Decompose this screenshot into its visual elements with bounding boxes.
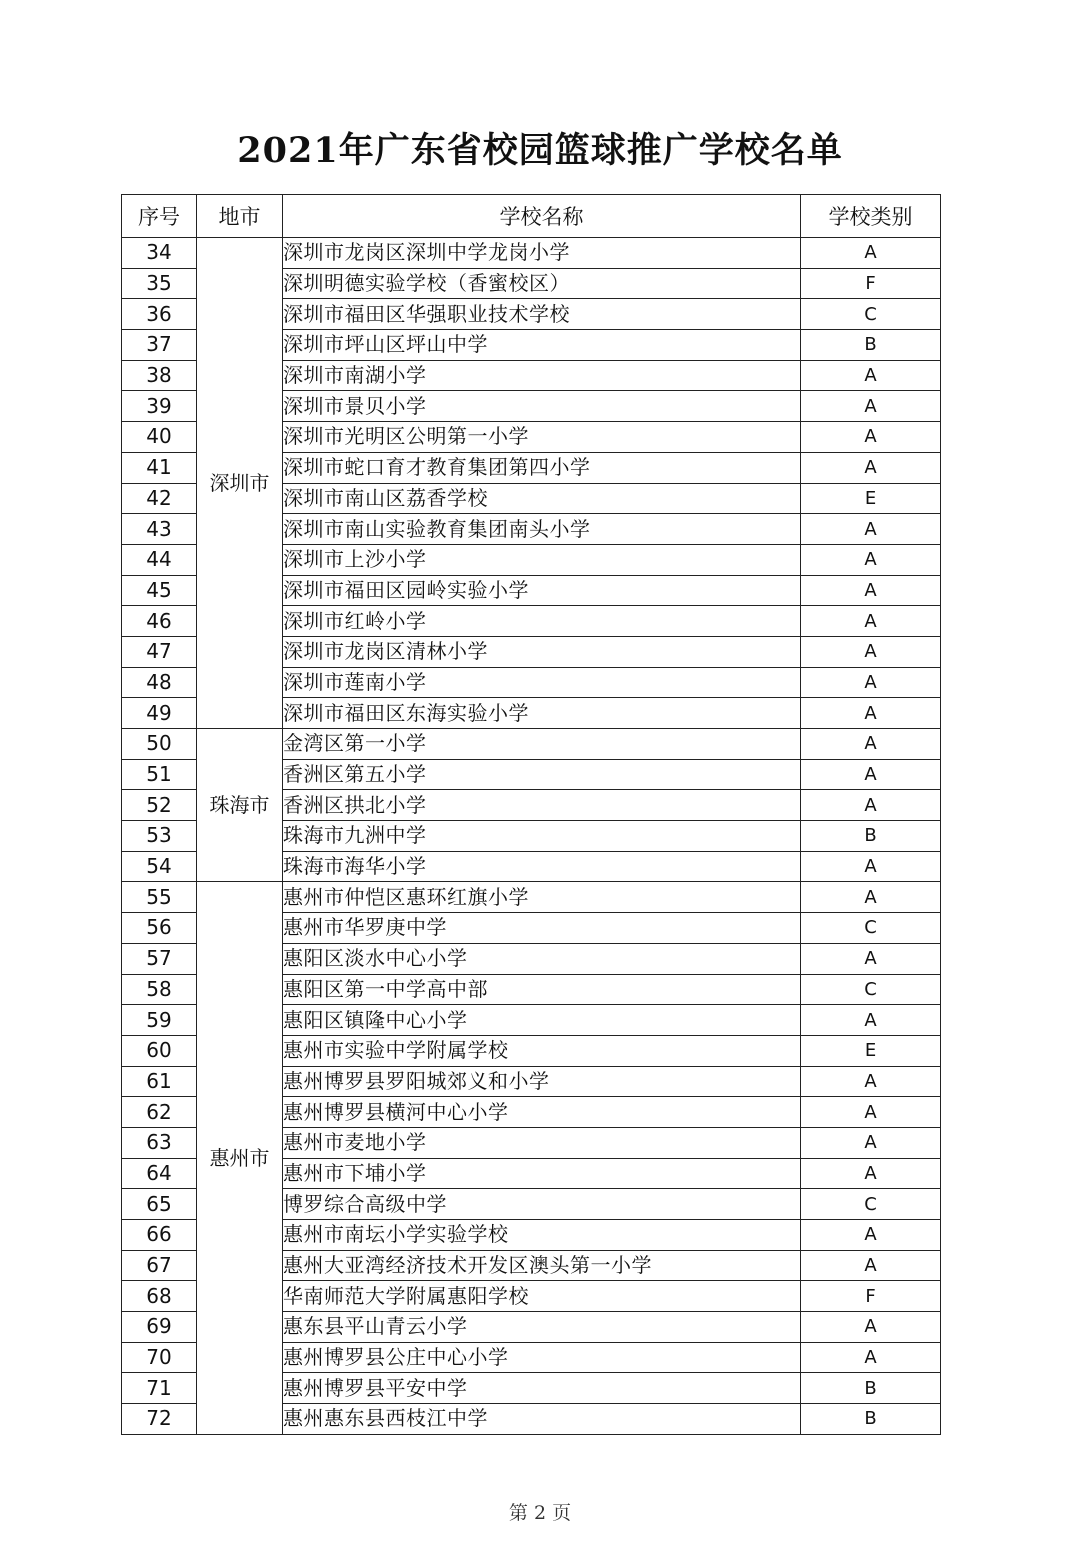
school-category: A xyxy=(801,1342,941,1373)
school-category: F xyxy=(801,1281,941,1312)
school-name: 惠州市华罗庚中学 xyxy=(283,913,801,944)
row-number: 57 xyxy=(122,943,197,974)
school-name: 惠州市南坛小学实验学校 xyxy=(283,1220,801,1251)
row-number: 62 xyxy=(122,1097,197,1128)
school-name: 惠阳区淡水中心小学 xyxy=(283,943,801,974)
school-category: B xyxy=(801,330,941,361)
school-name: 深圳市红岭小学 xyxy=(283,606,801,637)
row-number: 64 xyxy=(122,1158,197,1189)
school-category: A xyxy=(801,729,941,760)
school-category: C xyxy=(801,1189,941,1220)
school-name: 深圳明德实验学校（香蜜校区） xyxy=(283,268,801,299)
school-name: 深圳市龙岗区清林小学 xyxy=(283,636,801,667)
table-body xyxy=(122,238,941,1435)
school-category: A xyxy=(801,851,941,882)
school-category: A xyxy=(801,238,941,269)
row-number: 55 xyxy=(122,882,197,913)
school-name: 惠州市麦地小学 xyxy=(283,1127,801,1158)
row-number: 39 xyxy=(122,391,197,422)
school-category: A xyxy=(801,575,941,606)
school-name: 金湾区第一小学 xyxy=(283,729,801,760)
row-number: 47 xyxy=(122,636,197,667)
row-number: 45 xyxy=(122,575,197,606)
row-number: 71 xyxy=(122,1373,197,1404)
school-table xyxy=(121,194,941,1435)
table-header-row xyxy=(122,195,941,238)
school-category: A xyxy=(801,1066,941,1097)
school-category: A xyxy=(801,360,941,391)
school-name: 香洲区拱北小学 xyxy=(283,790,801,821)
row-number: 72 xyxy=(122,1404,197,1435)
school-name: 惠阳区镇隆中心小学 xyxy=(283,1005,801,1036)
school-name: 深圳市福田区东海实验小学 xyxy=(283,698,801,729)
school-name: 香洲区第五小学 xyxy=(283,759,801,790)
row-number: 46 xyxy=(122,606,197,637)
row-number: 43 xyxy=(122,514,197,545)
school-category: A xyxy=(801,1250,941,1281)
school-category: A xyxy=(801,1312,941,1343)
row-number: 38 xyxy=(122,360,197,391)
city-cell: 惠州市 xyxy=(197,882,283,1434)
school-name: 深圳市南山区荔香学校 xyxy=(283,483,801,514)
school-name: 惠州市实验中学附属学校 xyxy=(283,1035,801,1066)
school-category: A xyxy=(801,391,941,422)
school-name: 惠州博罗县公庄中心小学 xyxy=(283,1342,801,1373)
row-number: 61 xyxy=(122,1066,197,1097)
school-category: A xyxy=(801,1220,941,1251)
school-category: C xyxy=(801,974,941,1005)
school-category: F xyxy=(801,268,941,299)
school-category: A xyxy=(801,422,941,453)
row-number: 42 xyxy=(122,483,197,514)
school-category: A xyxy=(801,1158,941,1189)
row-number: 68 xyxy=(122,1281,197,1312)
row-number: 60 xyxy=(122,1035,197,1066)
school-name: 深圳市南湖小学 xyxy=(283,360,801,391)
city-cell: 深圳市 xyxy=(197,238,283,729)
table-row xyxy=(122,729,941,760)
row-number: 70 xyxy=(122,1342,197,1373)
school-category: A xyxy=(801,943,941,974)
school-name: 深圳市福田区华强职业技术学校 xyxy=(283,299,801,330)
school-category: A xyxy=(801,882,941,913)
row-number: 54 xyxy=(122,851,197,882)
school-name: 惠州惠东县西枝江中学 xyxy=(283,1404,801,1435)
school-name: 深圳市坪山区坪山中学 xyxy=(283,330,801,361)
header-school-category: 学校类别 xyxy=(801,195,941,238)
school-name: 深圳市南山实验教育集团南头小学 xyxy=(283,514,801,545)
school-category: A xyxy=(801,1127,941,1158)
header-number: 序号 xyxy=(122,195,197,238)
row-number: 48 xyxy=(122,667,197,698)
school-category: B xyxy=(801,1373,941,1404)
city-cell: 珠海市 xyxy=(197,729,283,882)
row-number: 66 xyxy=(122,1220,197,1251)
school-category: A xyxy=(801,667,941,698)
school-name: 深圳市景贝小学 xyxy=(283,391,801,422)
school-category: E xyxy=(801,1035,941,1066)
school-name: 惠州博罗县横河中心小学 xyxy=(283,1097,801,1128)
row-number: 59 xyxy=(122,1005,197,1036)
school-category: A xyxy=(801,759,941,790)
school-category: A xyxy=(801,514,941,545)
row-number: 41 xyxy=(122,452,197,483)
row-number: 63 xyxy=(122,1127,197,1158)
row-number: 52 xyxy=(122,790,197,821)
row-number: 69 xyxy=(122,1312,197,1343)
row-number: 49 xyxy=(122,698,197,729)
row-number: 37 xyxy=(122,330,197,361)
school-name: 深圳市莲南小学 xyxy=(283,667,801,698)
row-number: 36 xyxy=(122,299,197,330)
row-number: 51 xyxy=(122,759,197,790)
row-number: 58 xyxy=(122,974,197,1005)
school-category: A xyxy=(801,1097,941,1128)
school-name: 惠州市仲恺区惠环红旗小学 xyxy=(283,882,801,913)
school-category: A xyxy=(801,606,941,637)
table-row xyxy=(122,238,941,269)
school-name: 惠州博罗县罗阳城郊义和小学 xyxy=(283,1066,801,1097)
school-category: E xyxy=(801,483,941,514)
school-name: 惠州大亚湾经济技术开发区澳头第一小学 xyxy=(283,1250,801,1281)
school-name: 深圳市蛇口育才教育集团第四小学 xyxy=(283,452,801,483)
page-title: 2021年广东省校园篮球推广学校名单 xyxy=(237,130,843,172)
school-name: 深圳市光明区公明第一小学 xyxy=(283,422,801,453)
school-name: 深圳市龙岗区深圳中学龙岗小学 xyxy=(283,238,801,269)
school-category: B xyxy=(801,821,941,852)
row-number: 53 xyxy=(122,821,197,852)
row-number: 67 xyxy=(122,1250,197,1281)
school-category: A xyxy=(801,636,941,667)
school-category: A xyxy=(801,452,941,483)
school-category: C xyxy=(801,299,941,330)
row-number: 35 xyxy=(122,268,197,299)
school-category: C xyxy=(801,913,941,944)
school-name: 深圳市上沙小学 xyxy=(283,544,801,575)
row-number: 44 xyxy=(122,544,197,575)
school-name: 惠东县平山青云小学 xyxy=(283,1312,801,1343)
page-number: 第 2 页 xyxy=(508,1502,572,1524)
header-city: 地市 xyxy=(197,195,283,238)
school-category: A xyxy=(801,1005,941,1036)
school-category: A xyxy=(801,790,941,821)
row-number: 65 xyxy=(122,1189,197,1220)
school-name: 深圳市福田区园岭实验小学 xyxy=(283,575,801,606)
school-name: 惠州市下埔小学 xyxy=(283,1158,801,1189)
school-name: 博罗综合高级中学 xyxy=(283,1189,801,1220)
school-category: B xyxy=(801,1404,941,1435)
row-number: 56 xyxy=(122,913,197,944)
row-number: 40 xyxy=(122,422,197,453)
school-category: A xyxy=(801,544,941,575)
school-category: A xyxy=(801,698,941,729)
school-name: 珠海市九洲中学 xyxy=(283,821,801,852)
header-school-name: 学校名称 xyxy=(283,195,801,238)
school-name: 惠州博罗县平安中学 xyxy=(283,1373,801,1404)
school-name: 惠阳区第一中学高中部 xyxy=(283,974,801,1005)
row-number: 50 xyxy=(122,729,197,760)
school-name: 珠海市海华小学 xyxy=(283,851,801,882)
row-number: 34 xyxy=(122,238,197,269)
school-name: 华南师范大学附属惠阳学校 xyxy=(283,1281,801,1312)
table-row xyxy=(122,882,941,913)
